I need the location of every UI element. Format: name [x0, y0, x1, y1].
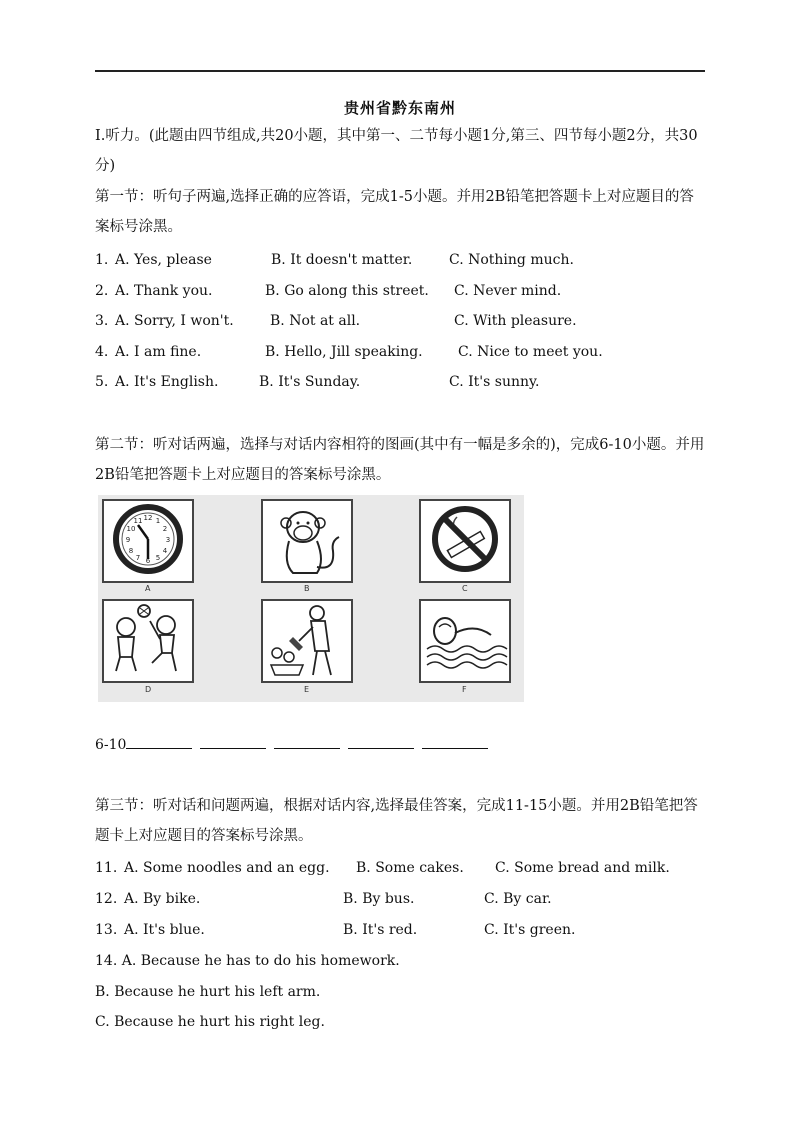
option-a: A. I am fine.: [115, 344, 202, 360]
svg-text:3: 3: [165, 536, 171, 544]
svg-text:6: 6: [145, 557, 151, 565]
picture-label-a: A: [145, 584, 151, 593]
answer-blanks-6-10: [95, 734, 496, 753]
picture-a: [102, 499, 194, 583]
question-number: 3.: [95, 313, 109, 329]
option-a: A. Thank you.: [115, 283, 213, 299]
swimming-icon: [421, 601, 509, 681]
option-a: A. Yes, please: [115, 252, 212, 268]
picture-label-f: F: [462, 685, 467, 694]
section2-instruction: 第二节：听对话两遍，选择与对话内容相符的图画(其中有一幅是多余的)，完成6-10小题。并用2B铅笔把答题卡上对应题目的答案标号涂黑。: [95, 437, 705, 483]
option-b: B. It doesn't matter.: [271, 252, 413, 268]
option-a: A. Some noodles and an egg.: [124, 860, 330, 876]
option-a: A. By bike.: [124, 891, 201, 907]
svg-text:11: 11: [133, 517, 143, 525]
question-number: 13.: [95, 922, 118, 938]
question-number: 11.: [95, 860, 118, 876]
picture-label-e: E: [304, 685, 310, 694]
option-b: B. Some cakes.: [356, 860, 464, 876]
option-a: A. It's blue.: [124, 922, 205, 938]
answer-blank[interactable]: [274, 734, 340, 749]
no-smoking-icon: [421, 501, 509, 581]
svg-text:12: 12: [143, 514, 153, 522]
picture-b: [261, 499, 353, 583]
option-c: C. With pleasure.: [454, 313, 577, 329]
question-number: 5.: [95, 374, 109, 390]
watering-flowers-icon: [263, 601, 351, 681]
section-intro: I.听力。(此题由四节组成,共20小题，其中第一、二节每小题1分,第三、四节每小题2分，共30分): [95, 128, 698, 174]
picture-e: [261, 599, 353, 683]
option-c: C. Never mind.: [454, 283, 562, 299]
option-b: B. By bus.: [343, 891, 415, 907]
picture-grid: [98, 495, 524, 702]
answer-blank[interactable]: [348, 734, 414, 749]
question-14-b: B. Because he hurt his left arm.: [95, 984, 321, 1000]
svg-text:5: 5: [155, 554, 161, 562]
option-b: B. It's red.: [343, 922, 418, 938]
question-number: 2.: [95, 283, 109, 299]
picture-d: [102, 599, 194, 683]
page-title: 贵州省黔东南州: [343, 99, 456, 117]
question-14-c: C. Because he hurt his right leg.: [95, 1014, 325, 1030]
option-a: A. It's English.: [115, 374, 219, 390]
question-number: 1.: [95, 252, 109, 268]
svg-text:7: 7: [135, 554, 141, 562]
option-c: C. It's sunny.: [449, 374, 540, 390]
answer-blank[interactable]: [126, 734, 192, 749]
option-b: B. It's Sunday.: [259, 374, 361, 390]
option-c: C. By car.: [484, 891, 552, 907]
svg-text:9: 9: [125, 536, 131, 544]
picture-c: [419, 499, 511, 583]
option-a: A. Sorry, I won't.: [115, 313, 234, 329]
section1-instruction: 第一节：听句子两遍,选择正确的应答语，完成1-5小题。并用2B铅笔把答题卡上对应题目的答案标号涂黑。: [95, 189, 694, 235]
picture-f: [419, 599, 511, 683]
option-c: C. Some bread and milk.: [495, 860, 670, 876]
option-b: B. Go along this street.: [265, 283, 429, 299]
picture-label-c: C: [462, 584, 468, 593]
clock-icon: [104, 501, 192, 581]
answer-prefix: 6-10: [95, 737, 127, 753]
header-rule: [95, 70, 705, 72]
option-b: B. Hello, Jill speaking.: [265, 344, 423, 360]
svg-text:1: 1: [155, 517, 161, 525]
answer-blank[interactable]: [200, 734, 266, 749]
svg-text:2: 2: [162, 525, 168, 533]
monkey-icon: [263, 501, 351, 581]
kids-playing-ball-icon: [104, 601, 192, 681]
svg-text:8: 8: [128, 547, 134, 555]
section3-instruction: 第三节：听对话和问题两遍，根据对话内容,选择最佳答案，完成11-15小题。并用2B铅笔把答题卡上对应题目的答案标号涂黑。: [95, 798, 698, 844]
picture-label-b: B: [304, 584, 310, 593]
option-c: C. Nice to meet you.: [458, 344, 603, 360]
question-number: 12.: [95, 891, 118, 907]
svg-text:4: 4: [162, 547, 168, 555]
answer-blank[interactable]: [422, 734, 488, 749]
option-c: C. It's green.: [484, 922, 576, 938]
question-14-a: 14. A. Because he has to do his homework.: [95, 953, 400, 969]
svg-text:10: 10: [126, 525, 136, 533]
option-b: B. Not at all.: [270, 313, 361, 329]
question-number: 4.: [95, 344, 109, 360]
picture-label-d: D: [145, 685, 152, 694]
option-c: C. Nothing much.: [449, 252, 574, 268]
